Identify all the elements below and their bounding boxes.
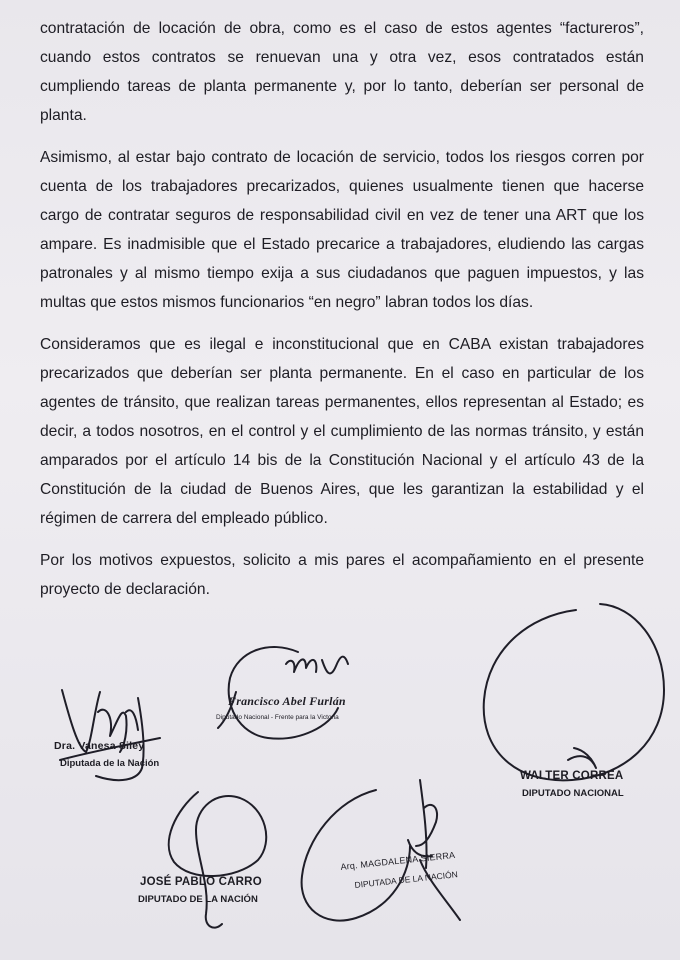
correa-signature-stroke <box>484 604 664 780</box>
sierra-signature-stroke <box>302 780 460 921</box>
signature-name-sierra: Arq. MAGDALENA SIERRA <box>340 849 456 872</box>
paragraph-3: Consideramos que es ilegal e inconstitucional que en CABA existan trabajadores precarizados que deberían ser planta permanente. En el caso en particular de los agentes de tránsito, que realizan tareas permanentes, ellos representan al Estado; es decir, a todos nosotros, en el control y el cumplimiento de las normas tránsito, y están amparados por el artículo 14 bis de la Constitución Nacional y el artículo 43 de la Constitución de la ciudad de Buenos Aires, que les garantizan la estabilidad y el régimen de carrera del empleado público. <box>40 336 644 527</box>
paragraph-1: contratación de locación de obra, como es el caso de estos agentes “factureros”, cuando estos contratos se renuevan una y otra vez, esos contratados están cumpliendo tareas de planta permanente y, por lo tanto, deberían ser personal de planta. <box>40 20 644 124</box>
signature-title-furlan: Diputado Nacional - Frente para la Victoria <box>216 714 339 721</box>
signature-title-siley: Diputada de la Nación <box>60 758 160 769</box>
signature-title-carro: DIPUTADO DE LA NACIÓN <box>138 894 258 905</box>
signature-name-siley: Dra. Vanesa Siley <box>54 740 145 752</box>
furlan-signature-stroke <box>218 647 348 739</box>
signature-name-furlan: Francisco Abel Furlán <box>228 694 346 708</box>
paragraph-4: Por los motivos expuestos, solicito a mis pares el acompañamiento en el presente proyecto de declaración. <box>40 552 644 598</box>
carro-signature-stroke <box>169 792 266 928</box>
signature-name-correa: WALTER CORREA <box>520 770 624 782</box>
signature-title-sierra: DIPUTADA DE LA NACIÓN <box>354 869 459 890</box>
signature-name-carro: JOSÉ PABLO CARRO <box>140 876 262 888</box>
paragraph-2: Asimismo, al estar bajo contrato de locación de servicio, todos los riesgos corren por cuenta de los trabajadores precarizados, quienes usualmente tienen que hacerse cargo de contratar seguros de responsabilidad civil en vez de tener una ART que los ampare. Es inadmisible que el Estado precarice a trabajadores, eludiendo las cargas patronales y al mismo tiempo exija a sus ciudadanos que paguen impuestos, y las multas que estos mismos funcionarios “en negro” labran todos los días. <box>40 149 644 311</box>
signature-title-correa: DIPUTADO NACIONAL <box>522 788 624 799</box>
